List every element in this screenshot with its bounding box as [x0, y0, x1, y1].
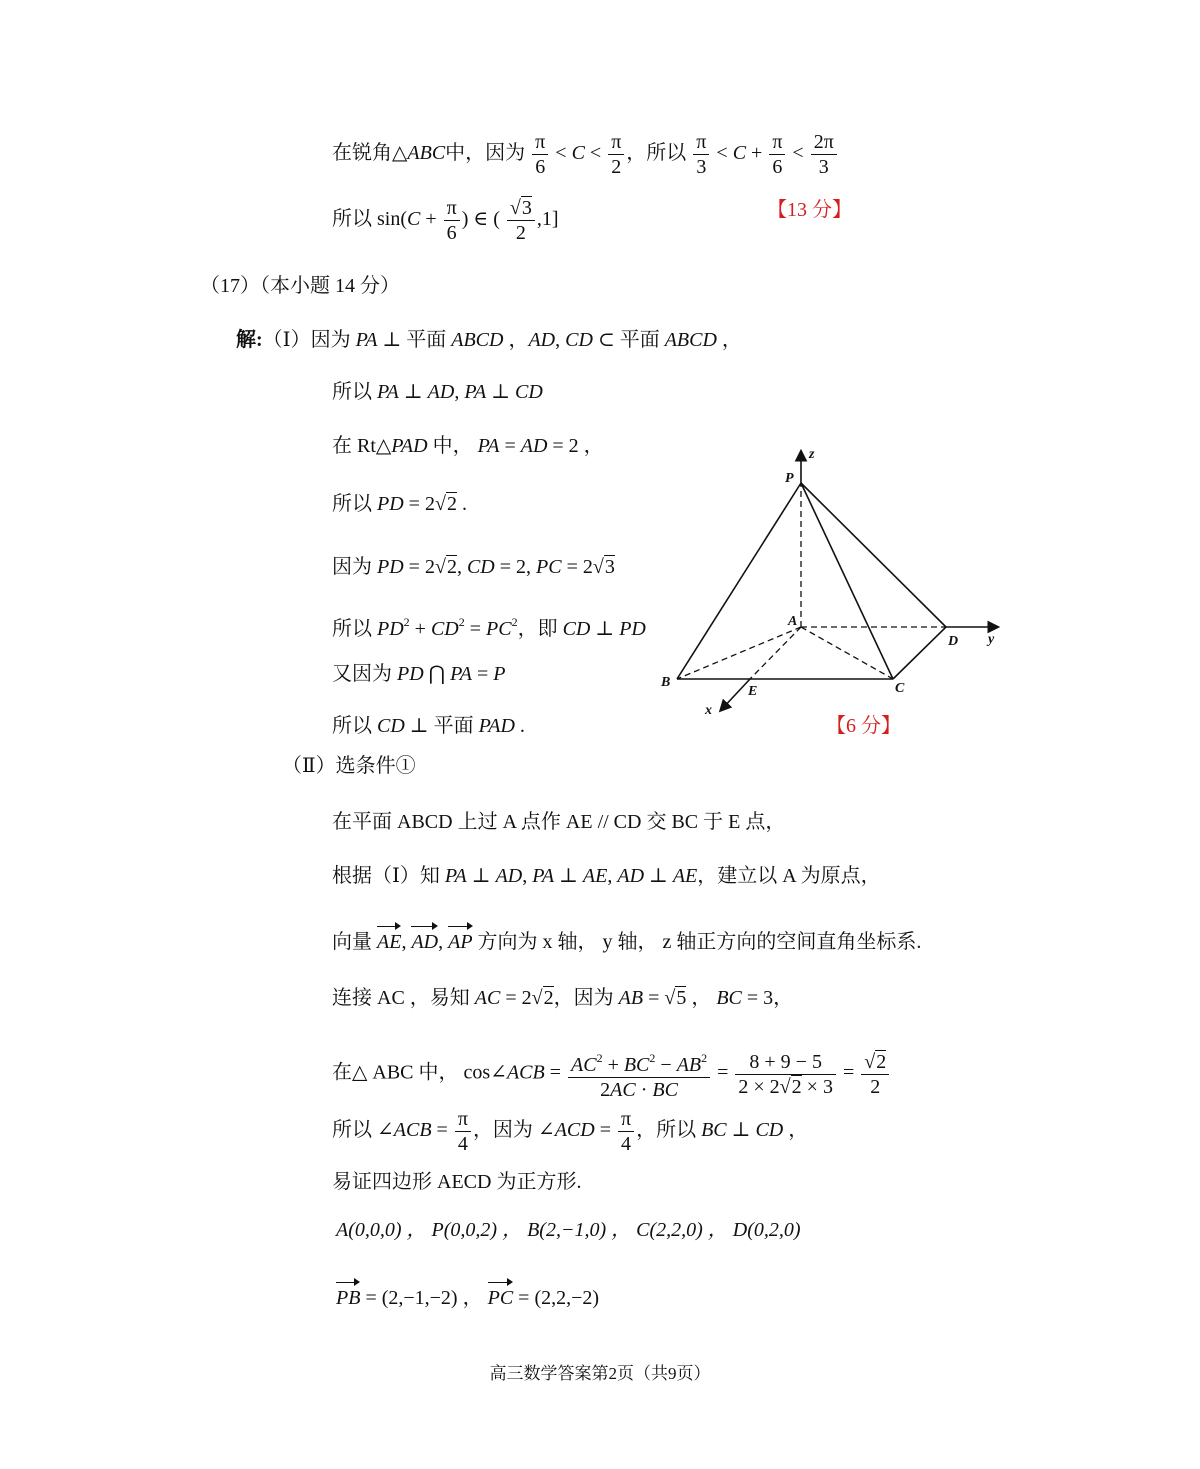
text: 根据（Ⅰ）知 — [332, 865, 440, 887]
line-coordinates: A(0,0,0) ， P(0,0,2) ， B(2,−1,0) ， C(2,2,0) ， D(0,2,0) — [336, 1219, 801, 1241]
text: 因为 — [332, 556, 372, 578]
line-angle: 所以 ∠ACB = $\frac{\pi}{4}$ ，因为 ∠ACD = $\frac{\pi}{4}$ ，所以 BC ⊥ CD ， — [332, 1108, 809, 1155]
text: ， — [773, 987, 794, 1009]
line-intersect: 又因为 PD ⋂ PA = P — [332, 663, 506, 685]
label-z: z — [809, 447, 815, 462]
text: 所以 — [332, 493, 372, 515]
line-ac: 连接 AC ，易知 AC = 2√2，因为 AB = √5 ， BC = 3， — [332, 987, 794, 1009]
edge-ae — [750, 627, 801, 679]
edge-pd — [801, 483, 946, 627]
text: ABC — [407, 142, 446, 165]
text: （Ⅰ）因为 — [262, 329, 351, 351]
line-vectors: 向量 AE, AD, AP 方向为 x 轴， y 轴， z 轴正方向的空间直角坐标系. — [332, 924, 921, 956]
line-rt-triangle: 在 Rt△PAD 中， PA = AD = 2 ， — [332, 435, 604, 457]
text: 连接 AC ，易知 — [332, 987, 470, 1009]
question-17-title: （17）（本小题 14 分） — [200, 275, 400, 297]
text: ，即 — [517, 618, 558, 640]
line-perp: 所以 PA ⊥ AD, PA ⊥ CD — [332, 381, 543, 403]
label-e: E — [748, 684, 758, 699]
line-vector-values: PB = (2,−1,−2) ， PC = (2,2,−2) — [336, 1280, 599, 1312]
edge-cd — [893, 627, 946, 679]
line-part2: （Ⅱ）选条件① — [282, 755, 416, 777]
text: 在△ ABC 中， — [332, 1061, 459, 1084]
score-6: 【6 分】 — [826, 715, 901, 737]
text: ，因为 — [472, 1119, 533, 1142]
label-d: D — [948, 634, 959, 649]
edge-pb — [677, 483, 801, 679]
score-13: 【13 分】 — [767, 199, 852, 221]
text: 所以 — [332, 381, 372, 403]
text: 所以 — [332, 715, 372, 737]
text: 中，因为 — [445, 142, 526, 165]
edge-ac — [801, 627, 893, 679]
page-footer: 高三数学答案第2页（共9页） — [489, 1364, 711, 1383]
line-conclusion: 所以 CD ⊥ 平面 PAD . — [332, 715, 525, 737]
pyramid-figure — [655, 440, 1015, 730]
text: 在锐角△ — [332, 142, 408, 165]
x-axis — [721, 679, 750, 710]
text: 在 — [332, 435, 352, 457]
text: ，建立以 A 为原点， — [697, 865, 881, 887]
text: = (2,−1,−2) ， — [365, 1287, 483, 1309]
text: 向量 — [332, 931, 372, 953]
label-c: C — [895, 681, 905, 696]
text: 所以 — [332, 208, 372, 231]
line-pythag: 所以 $PD^2 + CD^2 = PC^2$，即 CD ⊥ PD — [332, 615, 646, 640]
label-b: B — [661, 675, 671, 690]
text: 平面 — [433, 715, 474, 737]
label-y: y — [988, 632, 995, 647]
line-cosine: 在△ ABC 中， cos∠ACB = $\frac{AC^2 + BC^2 - AB^2}{2AC \cdot BC}$ = $\frac{8 + 9 - 5}{2 \times 2√2 \times 3}$ = $\frac{√2}{2}$ — [332, 1046, 891, 1102]
label-p: P — [785, 471, 794, 486]
text: ，所以 — [636, 1119, 697, 1142]
line-pd: 所以 PD = 2√2 . — [332, 493, 467, 515]
edge-ab — [677, 627, 801, 679]
text: 所以 — [332, 1119, 372, 1142]
line-square: 易证四边形 AECD 为正方形. — [332, 1171, 582, 1193]
text: = (2,2,−2) — [518, 1287, 600, 1309]
line-acute-triangle: 在锐角△ABC中，因为 $\frac{\pi}{6}$ < C < $\frac{\pi}{2}$ ，所以 $\frac{\pi}{3}$ < C + $\frac{\pi}{6}$ < $\frac{2\pi}{3}$ — [332, 130, 839, 179]
text: 所以 — [332, 618, 372, 640]
label-a: A — [788, 614, 798, 629]
label-x: x — [705, 703, 712, 718]
line-part1: 解:（Ⅰ）因为 PA ⊥ 平面 ABCD ，AD, CD ⊂ 平面 ABCD ， — [236, 329, 742, 351]
solution-label: 解: — [236, 329, 263, 351]
line-construct-ae: 在平面 ABCD 上过 A 点作 AE // CD 交 BC 于 E 点， — [332, 811, 786, 833]
text: ，因为 — [553, 987, 614, 1009]
edge-pc — [801, 483, 893, 679]
text: 方向为 x 轴， y 轴， z 轴正方向的空间直角坐标系. — [477, 931, 922, 953]
line-sin-range: 所以 sin(C + $\frac{\pi}{6}$ ) ∈ ( $\frac{√3}{2}$ ,1] — [332, 197, 559, 244]
line-coordinate-basis: 根据（Ⅰ）知 PA ⊥ AD, PA ⊥ AE, AD ⊥ AE，建立以 A 为原点， — [332, 865, 881, 887]
text: 又因为 — [332, 663, 392, 685]
text: ，所以 — [626, 142, 687, 165]
line-lengths: 因为 PD = 2√2, CD = 2, PC = 2√3 — [332, 556, 615, 578]
